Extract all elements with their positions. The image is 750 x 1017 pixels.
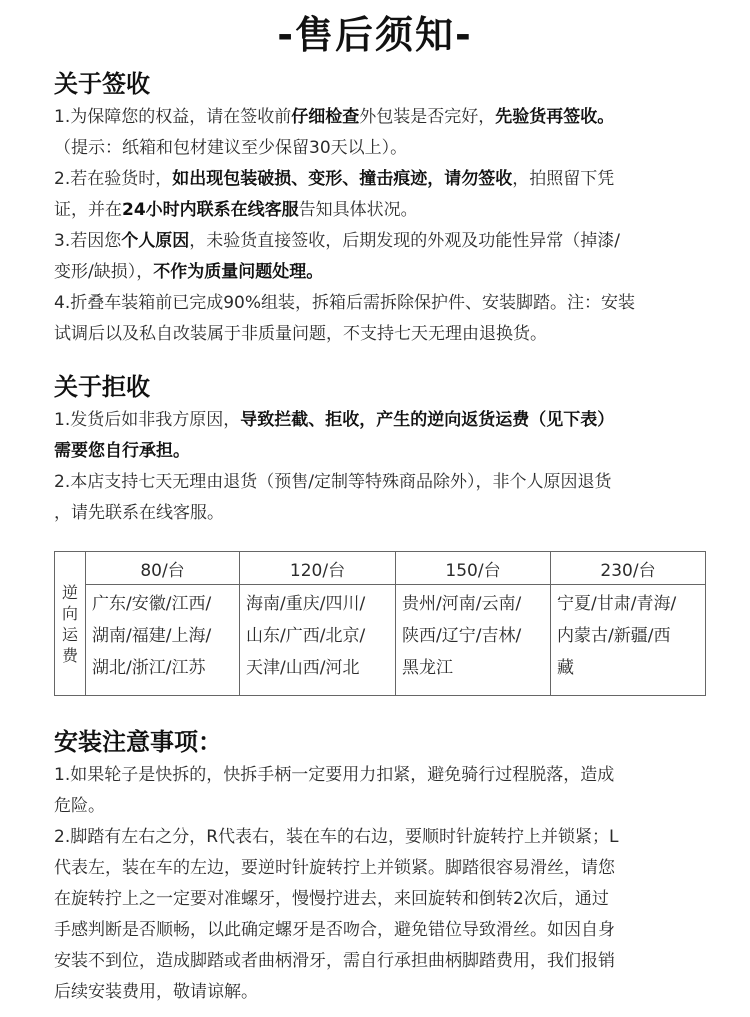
reject-item-2: 2.本店支持七天无理由退货（预售/定制等特殊商品除外），非个人原因退货 ，请先联系在线客服。	[54, 472, 612, 523]
sign-item-4: 4.折叠车装箱前已完成90%组装，拆箱后需拆除保护件、安装脚踏。注：安装 试调后以及私自改装属于非质量问题，不支持七天无理由退换货。	[54, 293, 636, 344]
section-heading-reject: 关于拒收	[54, 373, 150, 401]
table-row	[55, 585, 706, 696]
reject-section	[54, 405, 714, 529]
table-cell: 宁夏/甘肃/青海/ 内蒙古/新疆/西 藏	[551, 585, 706, 696]
sign-item-1: 1.为保障您的权益，请在签收前仔细检查外包装是否完好，先验货再签收。	[54, 107, 615, 127]
install-item-2: 2.脚踏有左右之分，R代表右，装在车的右边，要顺时针旋转拧上并锁紧；L 代表左，装在车的左边，要逆时针旋转拧上并锁紧。脚踏很容易滑丝，请您 在旋转拧上之一定要对准螺牙，慢慢拧进去，来回旋转和倒转2次后，通过 手感判断是否顺畅，以此确定螺牙是否吻合，避免错位导致滑丝。如因自身 安装不到位，造成脚踏或者曲柄滑牙，需自行承担曲柄脚踏费用，我们报销 后续安装费用，敬请谅解。	[54, 827, 619, 1002]
table-cell: 广东/安徽/江西/ 湖南/福建/上海/ 湖北/浙江/江苏	[86, 585, 240, 696]
sign-item-3: 3.若因您个人原因，未验货直接签收，后期发现的外观及功能性异常（掉漆/ 变形/缺损），不作为质量问题处理。	[54, 231, 620, 282]
sign-item-1-note: （提示：纸箱和包材建议至少保留30天以上）。	[54, 138, 408, 158]
reject-item-1: 1.发货后如非我方原因，导致拦截、拒收，产生的逆向返货运费（见下表） 需要您自行承担。	[54, 410, 615, 461]
install-item-1: 1.如果轮子是快拆的，快拆手柄一定要用力扣紧，避免骑行过程脱落，造成 危险。	[54, 765, 615, 816]
table-header: 150/台	[396, 552, 551, 585]
sign-section	[54, 102, 714, 350]
install-section	[54, 760, 714, 1008]
table-side-label: 逆 向 运 费	[55, 552, 86, 696]
page-title: -售后须知-	[277, 13, 473, 57]
section-heading-sign: 关于签收	[54, 70, 150, 98]
table-header-row	[55, 552, 706, 585]
table-header: 120/台	[240, 552, 396, 585]
table-header: 230/台	[551, 552, 706, 585]
sign-item-2: 2.若在验货时，如出现包装破损、变形、撞击痕迹，请勿签收，拍照留下凭 证，并在24小时内联系在线客服告知具体状况。	[54, 169, 615, 220]
table-cell: 贵州/河南/云南/ 陕西/辽宁/吉林/ 黑龙江	[396, 585, 551, 696]
table-header: 80/台	[86, 552, 240, 585]
table-cell: 海南/重庆/四川/ 山东/广西/北京/ 天津/山西/河北	[240, 585, 396, 696]
section-heading-install: 安装注意事项：	[54, 728, 222, 756]
return-freight-table	[54, 551, 706, 696]
